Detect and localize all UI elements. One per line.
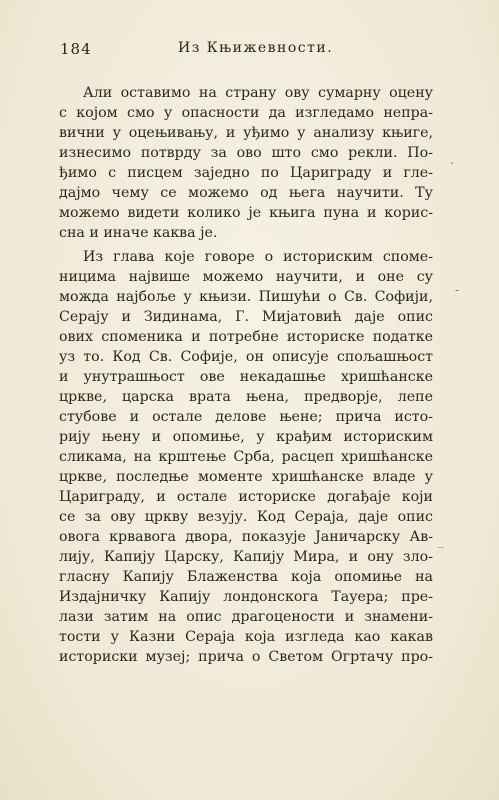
page-number: 184: [60, 40, 92, 58]
text-line: Из глава које говоре о историским споме-: [83, 249, 433, 265]
margin-mark: .: [450, 153, 454, 167]
text-line: уз то. Код Св. Софије, он описује спољашњост: [59, 349, 433, 365]
text-line: ових споменика и потребне историске податке: [59, 329, 433, 345]
running-title: Из Књижевности.: [178, 40, 334, 56]
text-line: сликама, на крштење Срба, расцеп хришћанске: [59, 449, 433, 465]
text-line: сна и иначе каква је.: [59, 225, 218, 241]
text-line: Издајничку Капију лондонскога Тауера; пре-: [59, 589, 433, 605]
text-line: стубове и остале делове њене; прича исто-: [59, 409, 433, 425]
text-line: рију њену и опомиње, у крађим историским: [59, 429, 433, 445]
page-header: [60, 40, 440, 62]
text-line: историски музеј; прича о Светом Огртачу про-: [59, 649, 433, 665]
text-line: овога крвавога двора, показује Јаничарску Ав-: [59, 529, 433, 545]
margin-mark: _: [438, 534, 444, 548]
text-line: тости у Казни Сераја која изгледа као какав: [59, 629, 433, 645]
text-line: Али оставимо на страну ову сумарну оцену: [83, 85, 433, 101]
text-line: гласну Капију Блаженства која опомиње на: [59, 569, 433, 585]
text-line: с којом смо у опасности да изгледамо непра-: [59, 105, 433, 121]
text-line: ницима највише можемо научити, и оне су: [59, 269, 433, 285]
text-line: Цариграду, и остале историске догађаје који: [59, 489, 433, 505]
body-text: [59, 83, 433, 667]
text-line: цркве, последње моменте хришћанске владе у: [59, 469, 433, 485]
text-line: изнесимо потврду за ово што смо рекли. По-: [59, 145, 433, 161]
text-line: Серају и Зидинама, Г. Мијатовић даје опис: [59, 309, 433, 325]
text-line: можда најбоље у књизи. Пишући о Св. Софији,: [59, 289, 433, 305]
margin-mark: -: [455, 283, 460, 297]
text-line: можемо видети колико је књига пуна и корис-: [59, 205, 433, 221]
text-line: лази затим на опис драгоцености и знамени-: [59, 609, 433, 625]
text-line: цркве, царска врата њена, предворје, лепе: [59, 389, 433, 405]
text-line: се за ову цркву везују. Код Сераја, даје опис: [59, 509, 433, 525]
text-line: вични у оцењивању, и уђимо у анализу књиге,: [59, 125, 433, 141]
text-line: ђимо с писцем заједно по Цариграду и гле-: [59, 165, 433, 181]
text-line: и унутрашњост ове некадашње хришћанске: [59, 369, 433, 385]
text-line: лију, Капију Царску, Капију Мира, и ону зло-: [59, 549, 433, 565]
text-line: дајмо чему се можемо од њега научити. Ту: [59, 185, 433, 201]
